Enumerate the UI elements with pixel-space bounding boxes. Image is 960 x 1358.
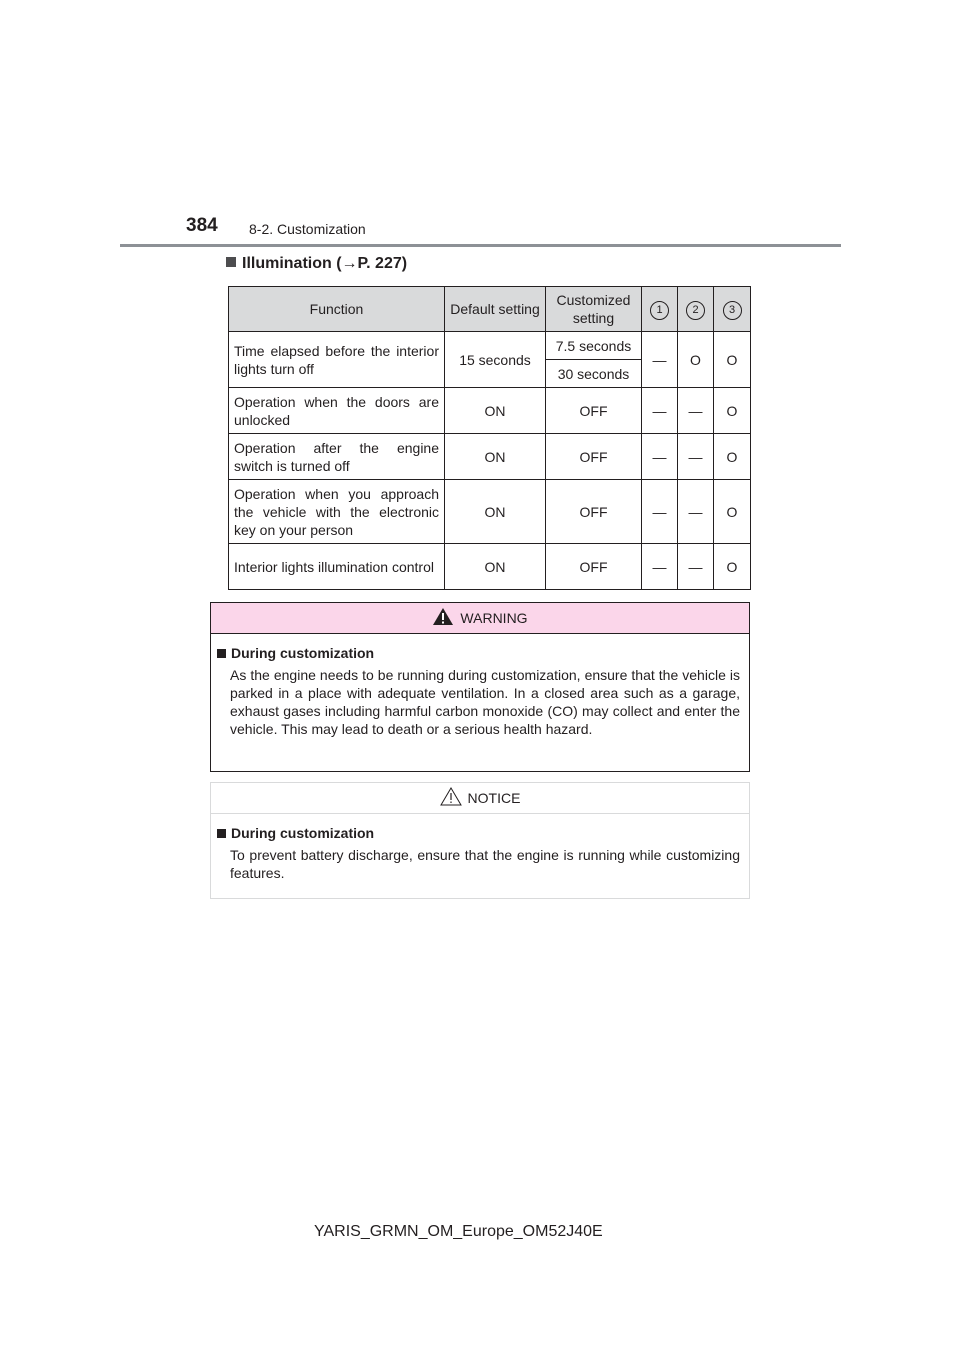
warning-text: As the engine needs to be running during customization, ensure that the vehicle is parked in a place with adequate ventilation. In a closed area such as a garage, exhaust gases including harmful carbon monoxide (CO) may collect and enter the vehicle. This may lead to death or a serious health hazard. xyxy=(230,667,740,737)
table-row xyxy=(229,434,751,480)
custom-cell: OFF xyxy=(546,388,642,434)
function-cell: Time elapsed before the interior lights turn off xyxy=(229,332,445,388)
section-title: 8-2. Customization xyxy=(249,221,366,237)
col1-cell: — xyxy=(642,388,678,434)
page-number: 384 xyxy=(186,215,218,236)
col3-cell: O xyxy=(714,388,751,434)
table-row xyxy=(229,544,751,590)
custom-cell: OFF xyxy=(546,544,642,590)
col3-cell: O xyxy=(714,480,751,544)
header-rule xyxy=(120,244,841,247)
table-header-row xyxy=(229,287,751,332)
notice-triangle-icon xyxy=(440,787,462,806)
col1-cell: — xyxy=(642,332,678,388)
square-bullet-icon xyxy=(217,829,226,838)
subheading-text: Illumination (→P. 227) xyxy=(242,255,408,272)
col1-cell: — xyxy=(642,434,678,480)
custom-cell: OFF xyxy=(546,434,642,480)
circled-number-icon: 1 xyxy=(650,301,669,320)
square-bullet-icon xyxy=(217,649,226,658)
table-row xyxy=(229,480,751,544)
square-bullet-icon xyxy=(226,257,236,267)
function-cell: Operation when you approach the vehicle with the electronic key on your person xyxy=(229,480,445,544)
header-col-1 xyxy=(642,287,678,332)
default-cell: ON xyxy=(445,544,546,590)
col2-cell: — xyxy=(678,480,714,544)
col2-cell: O xyxy=(678,332,714,388)
header-col-3 xyxy=(714,287,751,332)
warning-triangle-icon xyxy=(432,607,454,626)
warning-title-text: During customization xyxy=(231,645,375,661)
header-col-2 xyxy=(678,287,714,332)
header-function: Function xyxy=(229,287,445,332)
notice-header xyxy=(211,783,749,814)
function-cell: Interior lights illumination control xyxy=(229,544,445,590)
notice-label: NOTICE xyxy=(467,790,521,806)
table-row xyxy=(229,332,751,360)
subheading xyxy=(226,255,407,273)
default-cell: ON xyxy=(445,480,546,544)
col1-cell: — xyxy=(642,544,678,590)
warning-header xyxy=(211,603,749,634)
warning-label: WARNING xyxy=(460,610,528,626)
custom-cell: OFF xyxy=(546,480,642,544)
custom-cell: 30 seconds xyxy=(546,360,642,388)
footer-code: YARIS_GRMN_OM_Europe_OM52J40E xyxy=(314,1223,603,1240)
col1-cell: — xyxy=(642,480,678,544)
table-row xyxy=(229,388,751,434)
col2-cell: — xyxy=(678,388,714,434)
circled-number-icon: 3 xyxy=(723,301,742,320)
default-cell: 15 seconds xyxy=(445,332,546,388)
warning-title xyxy=(217,645,374,661)
default-cell: ON xyxy=(445,388,546,434)
header-default: Default setting xyxy=(445,287,546,332)
custom-cell: 7.5 seconds xyxy=(546,332,642,360)
default-cell: ON xyxy=(445,434,546,480)
warning-box xyxy=(210,602,750,772)
col3-cell: O xyxy=(714,434,751,480)
col3-cell: O xyxy=(714,544,751,590)
notice-title xyxy=(217,825,374,841)
notice-box xyxy=(210,782,750,899)
col2-cell: — xyxy=(678,434,714,480)
circled-number-icon: 2 xyxy=(686,301,705,320)
notice-text: To prevent battery discharge, ensure that the engine is running while customizing features. xyxy=(230,847,740,881)
col3-cell: O xyxy=(714,332,751,388)
function-cell: Operation after the engine switch is turned off xyxy=(229,434,445,480)
notice-title-text: During customization xyxy=(231,825,375,841)
function-cell: Operation when the doors are unlocked xyxy=(229,388,445,434)
header-customized: Customized setting xyxy=(546,287,642,332)
customization-table xyxy=(228,286,751,590)
col2-cell: — xyxy=(678,544,714,590)
